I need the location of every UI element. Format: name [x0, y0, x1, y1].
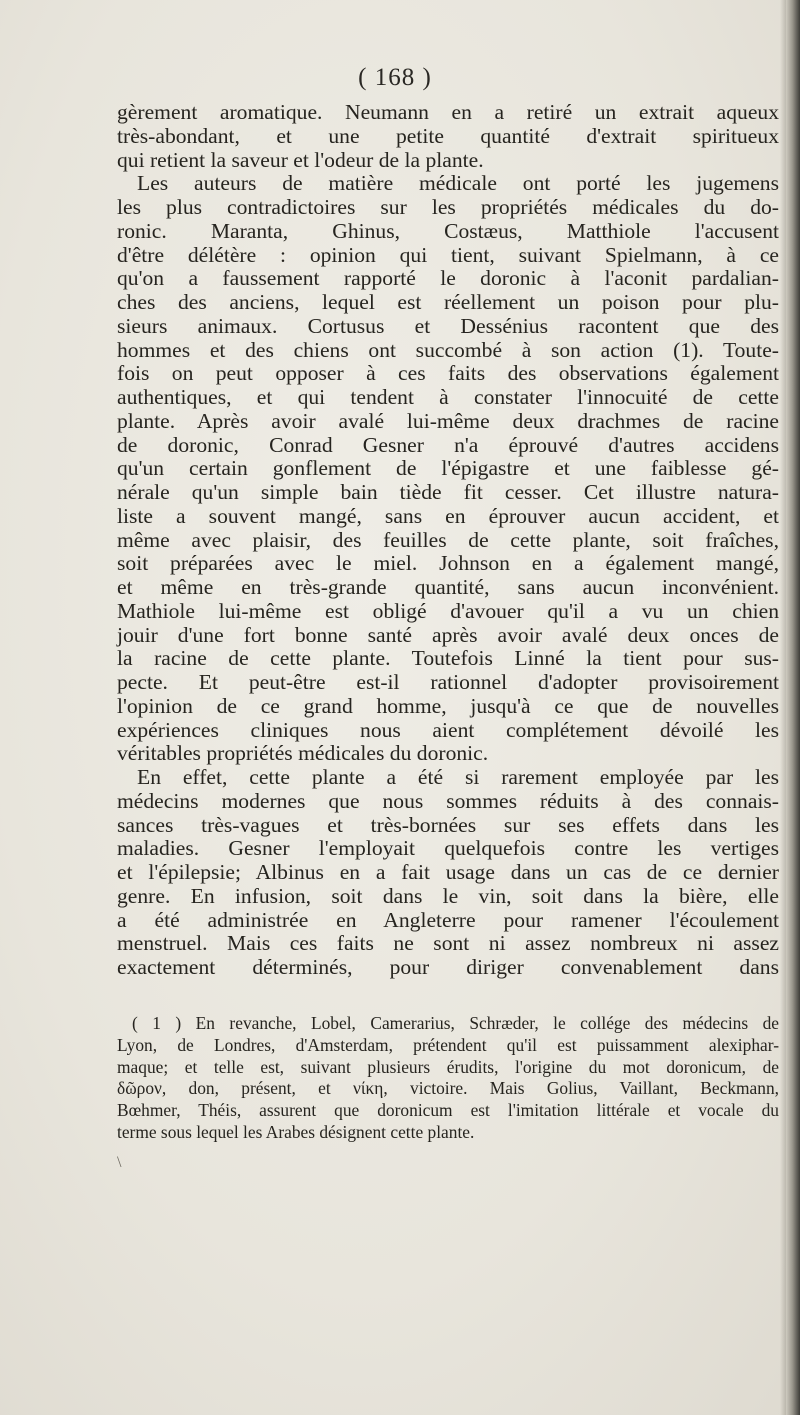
text-line: sieurs animaux. Cortusus et Dessénius racontent que des: [117, 313, 779, 338]
text-line: maladies. Gesner l'employait quelquefois contre les vertiges: [117, 836, 779, 861]
text-line: très-abondant, et une petite quantité d'extrait spiritueux: [117, 123, 779, 148]
footnote-line: terme sous lequel les Arabes désignent cette plante.: [117, 1121, 475, 1142]
footnote-line: Bœhmer, Théis, assurent que doronicum est l'imitation littérale et vocale du: [117, 1100, 779, 1121]
text-line: les plus contradictoires sur les propriétés médicales du do-: [117, 195, 779, 219]
text-line: liste a souvent mangé, sans en éprouver aucun accident, et: [117, 503, 779, 528]
page-number: ( 168 ): [358, 64, 432, 91]
text-line: d'être délétère : opinion qui tient, suivant Spielmann, à ce: [117, 242, 779, 267]
text-line: hommes et des chiens ont succombé à son action (1). Toute-: [117, 337, 779, 362]
text-line: l'opinion de ce grand homme, jusqu'à ce que de nouvelles: [117, 693, 779, 718]
text-line: exactement déterminés, pour diriger convenablement dans: [117, 955, 779, 979]
text-line: la racine de cette plante. Toutefois Linné la tient pour sus-: [117, 646, 779, 671]
stray-mark: \: [117, 1154, 122, 1171]
page-edge: [786, 0, 800, 1415]
text-line: authentiques, et qui tendent à constater l'innocuité de cette: [117, 385, 779, 409]
text-line: sances très-vagues et très-bornées sur ses effets dans les: [117, 812, 779, 837]
text-line: qu'on a faussement rapporté le doronic à l'aconit pardalian-: [117, 266, 779, 291]
footnote-line: δῶρον, don, présent, et νίκη, victoire. Mais Golius, Vaillant, Beckmann,: [117, 1078, 779, 1099]
text-line: de doronic, Conrad Gesner n'a éprouvé d'autres accidens: [117, 432, 779, 457]
text-line: même avec plaisir, des feuilles de cette plante, soit fraîches,: [117, 527, 779, 552]
text-line: menstruel. Mais ces faits ne sont ni assez nombreux ni assez: [117, 931, 779, 956]
text-line: Mathiole lui-même est obligé d'avouer qu'il a vu un chien: [117, 598, 779, 623]
text-line: fois on peut opposer à ces faits des observations également: [117, 361, 779, 386]
text-line: soit préparées avec le miel. Johnson en a également mangé,: [117, 551, 779, 576]
text-line: expériences cliniques nous aient complétement dévoilé les: [117, 717, 779, 742]
text-line: jouir d'une fort bonne santé après avoir avalé deux onces de: [117, 622, 779, 647]
text-line: ches des anciens, lequel est réellement un poison pour plu-: [117, 290, 779, 314]
text-line: qu'un certain gonflement de l'épigastre et une faiblesse gé-: [117, 456, 779, 481]
text-line: qui retient la saveur et l'odeur de la plante.: [117, 147, 484, 172]
text-line: médecins modernes que nous sommes réduits à des connais-: [117, 788, 779, 813]
text-line: nérale qu'un simple bain tiède fit cesser. Cet illustre natura-: [117, 480, 779, 504]
text-line: véritables propriétés médicales du doronic.: [117, 741, 489, 766]
text-line: et l'épilepsie; Albinus en a fait usage dans un cas de ce dernier: [117, 860, 779, 884]
text-line: plante. Après avoir avalé lui-même deux drachmes de racine: [117, 408, 779, 433]
text-line: et même en très-grande quantité, sans aucun inconvénient.: [117, 575, 779, 599]
text-line: pecte. Et peut-être est-il rationnel d'adopter provisoirement: [117, 670, 779, 694]
text-line: En effet, cette plante a été si rarement employée par les: [137, 765, 779, 789]
footnote-line: Lyon, de Londres, d'Amsterdam, prétendent qu'il est puissamment alexiphar-: [117, 1034, 779, 1055]
text-line: gèrement aromatique. Neumann en a retiré un extrait aqueux: [117, 100, 779, 124]
text-line: a été administrée en Angleterre pour ramener l'écoulement: [117, 907, 779, 932]
body-text: [117, 101, 779, 980]
footnote-line: maque; et telle est, suivant plusieurs érudits, l'origine du mot doronicum, de: [117, 1056, 779, 1077]
text-line: Les auteurs de matière médicale ont porté les jugemens: [137, 171, 779, 196]
footnote: [117, 1013, 779, 1144]
text-line: ronic. Maranta, Ghinus, Costæus, Matthiole l'accusent: [117, 218, 779, 243]
footnote-line: ( 1 ) En revanche, Lobel, Camerarius, Schræder, le collége des médecins de: [132, 1013, 779, 1033]
text-line: genre. En infusion, soit dans le vin, soit dans la bière, elle: [117, 883, 779, 908]
